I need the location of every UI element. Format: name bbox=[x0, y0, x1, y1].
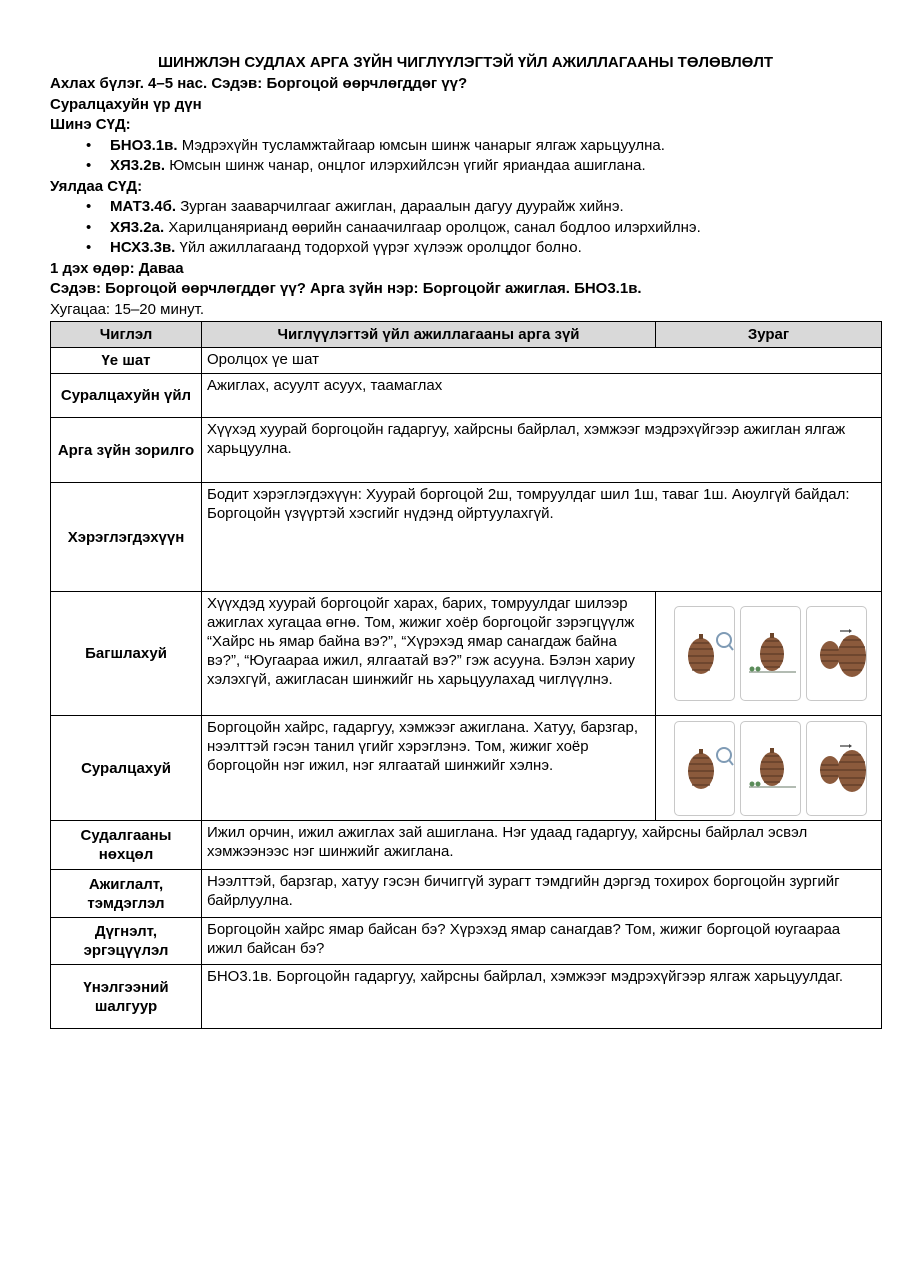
standard-code: НСХ3.3в. bbox=[110, 239, 176, 256]
lesson-table bbox=[50, 321, 882, 1029]
row-content: Оролцох үе шат bbox=[202, 348, 882, 374]
standard-text: Зурган зааварчилгааг ажиглан, дараалын дагуу дуурайж хийнэ. bbox=[176, 198, 624, 215]
pinecone-on-plate-icon bbox=[740, 606, 801, 701]
two-pinecones-compare-icon bbox=[806, 721, 867, 816]
table-row bbox=[51, 716, 882, 821]
row-content: Ижил орчин, ижил ажиглах зай ашиглана. Нэг удаад гадаргуу, хайрсны байрлал эсвэл хэмжээнээс нэг шинжийг ажиглана. bbox=[202, 821, 882, 870]
row-content: Боргоцойн хайрс, гадаргуу, хэмжээг ажиглана. Хатуу, барзгар, нээлттэй гэсэн танил үгийг хэрэглэнэ. Том, жижиг хоёр боргоцойн нэг ижил, нэг ялгаатай шинжийг хэлнэ. bbox=[202, 716, 656, 821]
topic-line: Сэдэв: Боргоцой өөрчлөгддөг үү? Арга зүйн нэр: Боргоцойг ажиглая. БНО3.1в. bbox=[50, 280, 642, 297]
table-row bbox=[51, 918, 882, 965]
group-line: Ахлах бүлэг. 4–5 нас. Сэдэв: Боргоцой өөрчлөгддөг үү? bbox=[50, 75, 468, 92]
picture-cards bbox=[656, 606, 881, 701]
row-content: БНО3.1в. Боргоцойн гадаргуу, хайрсны байрлал, хэмжээг мэдрэхүйгээр ялгаж харьцуулдаг. bbox=[202, 965, 882, 1029]
standard-code: ХЯ3.2а. bbox=[110, 218, 165, 236]
row-content: Нээлттэй, барзгар, хатуу гэсэн бичиггүй зурагт тэмдгийн дэргэд тохирох боргоцойн зургийг байрлуулна. bbox=[202, 870, 882, 918]
outcome-heading: Суралцахуйн үр дүн bbox=[50, 95, 202, 113]
linked-standards-list bbox=[50, 197, 881, 259]
row-label: Суралцахуй bbox=[51, 716, 202, 821]
row-label: Үе шат bbox=[51, 348, 202, 374]
image-cell bbox=[656, 592, 882, 716]
row-content: Ажиглах, асуулт асуух, таамаглах bbox=[202, 374, 882, 418]
table-row bbox=[51, 483, 882, 592]
lesson-plan-page bbox=[50, 52, 881, 1029]
table-row bbox=[51, 821, 882, 870]
row-label: Судалгааны нөхцөл bbox=[51, 821, 202, 870]
row-label: Хэрэглэгдэхүүн bbox=[51, 483, 202, 592]
image-cell bbox=[656, 716, 882, 821]
list-item bbox=[110, 156, 881, 177]
row-content: Боргоцойн хайрс ямар байсан бэ? Хүрэхэд ямар санагдав? Том, жижиг боргоцой юугаараа ижил байсан бэ? bbox=[202, 918, 882, 965]
table-row bbox=[51, 870, 882, 918]
row-label: Дүгнэлт, эргэцүүлэл bbox=[51, 918, 202, 965]
standard-text: Үйл ажиллагаанд тодорхой үүрэг хүлээж оролцдог болно. bbox=[175, 239, 582, 256]
table-row bbox=[51, 418, 882, 483]
standard-code: БНО3.1в. bbox=[110, 136, 178, 154]
table-header-row bbox=[51, 322, 882, 348]
row-content: Хүүхэд хуурай боргоцойн гадаргуу, хайрсны байрлал, хэмжээг мэдрэхүйгээр ажиглан ялгаж харьцуулна. bbox=[202, 418, 882, 483]
new-standards-heading: Шинэ СҮД: bbox=[50, 116, 131, 133]
row-label: Арга зүйн зорилго bbox=[51, 418, 202, 483]
column-header: Чиглүүлэгтэй үйл ажиллагааны арга зүй bbox=[202, 322, 656, 348]
row-label: Үнэлгээний шалгуур bbox=[51, 965, 202, 1029]
list-item bbox=[110, 218, 881, 239]
two-pinecones-compare-icon bbox=[806, 606, 867, 701]
table-row bbox=[51, 374, 882, 418]
column-header: Чиглэл bbox=[51, 322, 202, 348]
row-content: Хүүхдэд хуурай боргоцойг харах, барих, томруулдаг шилээр ажиглах хугацаа өгнө. Том, жижиг хоёр боргоцойг зэрэгцүүлж “Хайрс нь ямар байна вэ?”, “Хүрэхэд ямар санагдаж байна вэ?”, “Юугаараа ижил, ялгаатай вэ?” гэж асууна. Бэлэн хариу хэлэхгүй, ажигласан шинжийг нь харьцуулахад чиглүүлнэ. bbox=[202, 592, 656, 716]
pinecone-on-plate-icon bbox=[740, 721, 801, 816]
table-row bbox=[51, 592, 882, 716]
row-label: Багшлахуй bbox=[51, 592, 202, 716]
standard-code: ХЯ3.2в. bbox=[110, 157, 166, 174]
picture-cards bbox=[656, 721, 881, 816]
pinecone-magnifier-icon bbox=[674, 721, 735, 816]
duration-line: Хугацаа: 15–20 минут. bbox=[50, 300, 204, 318]
standard-text: Харилцанярианд өөрийн санаачилгаар оролцож, санал бодлоо илэрхийлнэ. bbox=[164, 218, 701, 236]
standard-code: МАТ3.4б. bbox=[110, 198, 177, 215]
row-label: Ажиглалт, тэмдэглэл bbox=[51, 870, 202, 918]
table-row bbox=[51, 965, 882, 1029]
row-content: Бодит хэрэглэгдэхүүн: Хуурай боргоцой 2ш, томруулдаг шил 1ш, таваг 1ш. Аюулгүй байдал: Боргоцойн үзүүртэй хэсгийг нүдэнд ойртуулахгүй. bbox=[202, 483, 882, 592]
list-item bbox=[110, 136, 881, 157]
standard-text: Мэдрэхүйн тусламжтайгаар юмсын шинж чанарыг ялгаж харьцуулна. bbox=[177, 136, 665, 154]
new-standards-list bbox=[50, 136, 881, 177]
list-item bbox=[110, 238, 881, 259]
standard-text: Юмсын шинж чанар, онцлог илэрхийлсэн үгийг яриандаа ашиглана. bbox=[165, 157, 646, 174]
document-title: ШИНЖЛЭН СУДЛАХ АРГА ЗҮЙН ЧИГЛҮҮЛЭГТЭЙ ҮЙЛ АЖИЛЛАГААНЫ ТӨЛӨВЛӨЛТ bbox=[157, 54, 774, 71]
column-header: Зураг bbox=[656, 322, 882, 348]
table-row bbox=[51, 348, 882, 374]
linked-standards-heading: Уялдаа СҮД: bbox=[50, 177, 143, 195]
pinecone-magnifier-icon bbox=[674, 606, 735, 701]
row-label: Суралцахуйн үйл bbox=[51, 374, 202, 418]
list-item bbox=[110, 197, 881, 218]
day-line: 1 дэх өдөр: Даваа bbox=[50, 259, 184, 277]
